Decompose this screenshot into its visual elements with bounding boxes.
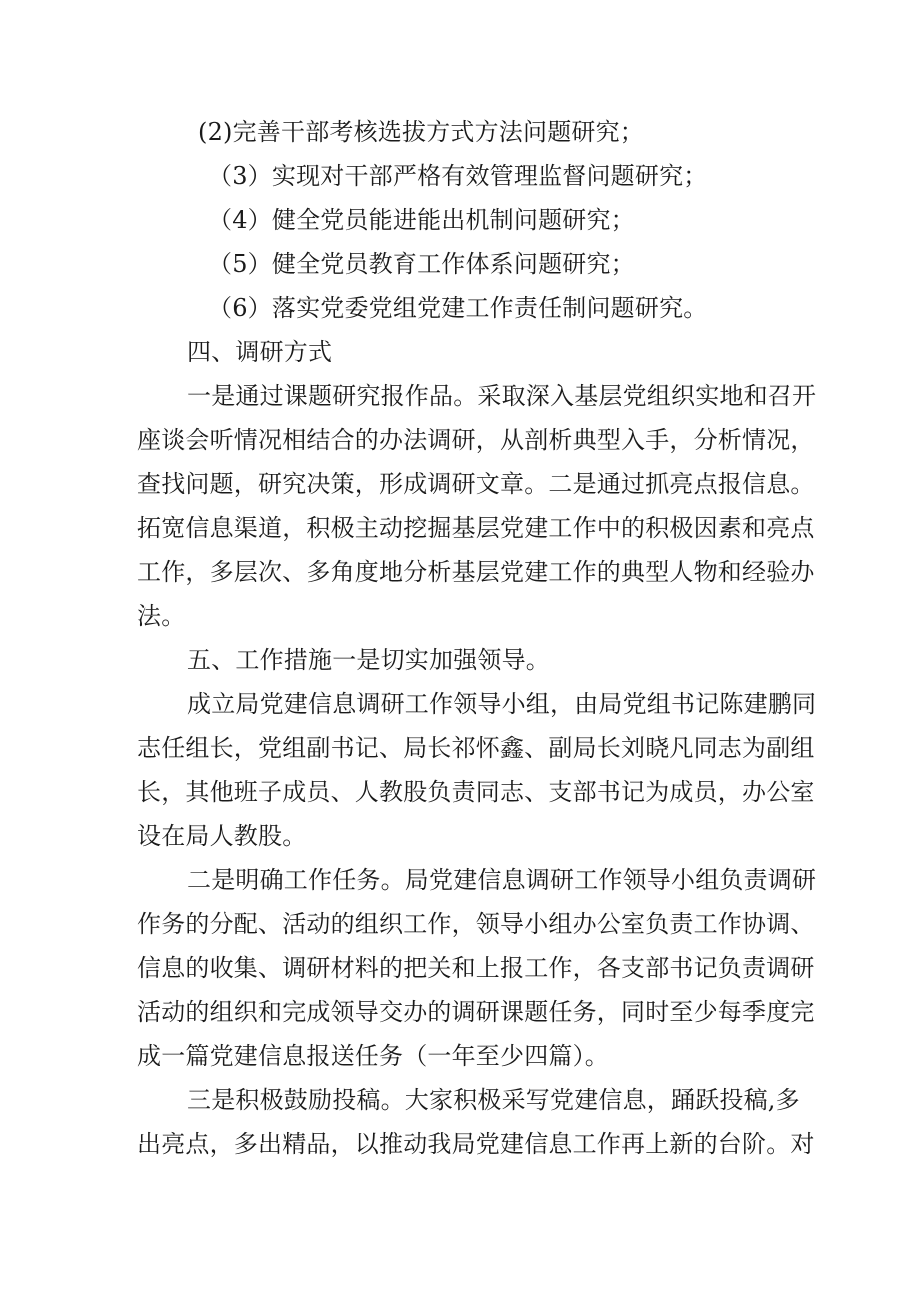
paragraph-3-line-5: 成一篇党建信息报送任务（一年至少四篇）。 [137,1042,609,1070]
section-heading-5: 五、工作措施一是切实加强领导。 [187,646,550,674]
text-line-item-2: (2)完善干部考核选拔方式方法问题研究； [198,118,644,146]
paragraph-1-line-6: 法。 [137,602,186,630]
paragraph-4-line-2: 出亮点，多出精品，以推动我局党建信息工作再上新的台阶。对 [137,1130,815,1158]
paragraph-2-line-2: 志任组长，党组副书记、局长祁怀鑫、副局长刘晓凡同志为副组 [137,734,815,762]
paragraph-1-line-2: 座谈会听情况相结合的办法调研，从剖析典型入手，分析情况， [137,426,815,454]
paragraph-3-line-1: 二是明确工作任务。局党建信息调研工作领导小组负责调研 [187,866,817,894]
paragraph-2-line-1: 成立局党建信息调研工作领导小组，由局党组书记陈建鹏同 [187,690,817,718]
text-line-item-4: （4）健全党员能进能出机制问题研究； [208,206,635,234]
paragraph-3-line-2: 作务的分配、活动的组织工作，领导小组办公室负责工作协调、 [137,910,815,938]
section-heading-4: 四、调研方式 [187,338,333,366]
paragraph-2-line-4: 设在局人教股。 [137,822,307,850]
paragraph-1-line-5: 工作，多层次、多角度地分析基层党建工作的典型人物和经验办 [137,558,815,586]
paragraph-4-line-1: 三是积极鼓励投稿。大家积极采写党建信息，踊跃投稿,多 [187,1086,800,1114]
paragraph-3-line-4: 活动的组织和完成领导交办的调研课题任务，同时至少每季度完 [137,998,815,1026]
text-line-item-5: （5）健全党员教育工作体系问题研究； [208,250,635,278]
paragraph-3-line-3: 信息的收集、调研材料的把关和上报工作，各支部书记负责调研 [137,954,815,982]
text-line-item-6: （6）落实党委党组党建工作责任制问题研究。 [208,294,708,322]
paragraph-1-line-3: 查找问题，研究决策，形成调研文章。二是通过抓亮点报信息。 [137,470,815,498]
paragraph-1-line-4: 拓宽信息渠道，积极主动挖掘基层党建工作中的积极因素和亮点 [137,514,815,542]
paragraph-2-line-3: 长，其他班子成员、人教股负责同志、支部书记为成员，办公室 [137,778,815,806]
paragraph-1-line-1: 一是通过课题研究报作品。采取深入基层党组织实地和召开 [187,382,817,410]
text-line-item-3: （3）实现对干部严格有效管理监督问题研究； [208,162,708,190]
